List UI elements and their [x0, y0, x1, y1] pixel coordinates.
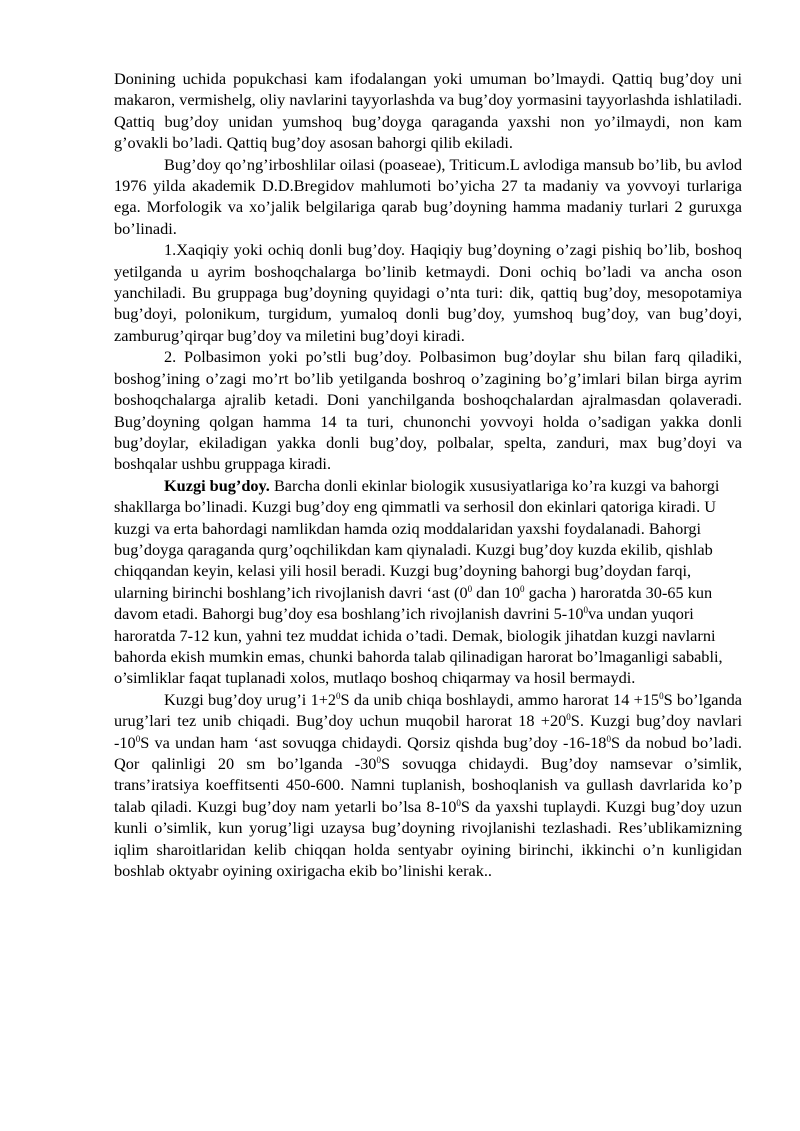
paragraph-5-text-d: va undan yuqori haroratda 7-12 kun, yahni tez muddat ichida o’tadi. Demak, biologik jihatdan kuzgi navlarni bahorda ekish mumkin emas, chunki bahorda talab qilinadigan harorat bo’lmaganligi sababli, o’simliklar faqat tuplanadi xolos, mutlaqo boshoq chiqarmay va hosil bermaydi. [114, 604, 723, 688]
degree-sup: 0 [520, 583, 525, 594]
paragraph-5-text-b: dan 10 [472, 582, 521, 602]
paragraph-6-text-g: S sovuqga chidaydi. Bug’doy namsevar o’simlik, trans’iratsiya koeffitsenti 450-600. Namni tuplanish, boshoqlanish va gullash davrlarida ko’p talab qiladi. Kuzgi bug’doy nam yetarli bo’lsa 8-10 [114, 754, 742, 816]
paragraph-5 [114, 475, 742, 689]
paragraph-6 [114, 689, 742, 882]
degree-sup: 0 [467, 583, 473, 594]
paragraph-2: Bug’doy qo’ng’irboshlilar oilasi (poaseae), Triticum.L avlodiga mansub bo’lib, bu avlod 1976 yilda akademik D.D.Bregidov mahlumoti bo’yicha 27 ta madaniy va yovvoyi turlariga ega. Morfologik va xo’jalik belgilariga qarab bug’doyning hamma madaniy turlari 2 guruxga bo’linadi. [114, 154, 742, 238]
paragraph-6-text-f: S da nobud bo’ladi. Qor qalinligi 20 sm bo’lganda -30 [114, 732, 742, 773]
degree-sup: 0 [606, 733, 611, 744]
paragraph-1: Donining uchida popukchasi kam ifodalangan yoki umuman bo’lmaydi. Qattiq bug’doy uni makaron, vermishelg, oliy navlarini tayyorlashda va bug’doy yormasini tayyorlashda ishlatiladi. Qattiq bug’doy unidan yumshoq bug’doyga qaraganda yaxshi non yo’ilmaydi, non kam g’ovakli bo’ladi. Qattiq bug’doy asosan bahorgi qilib ekiladi. [114, 69, 742, 153]
paragraph-6-text-b: S da unib chiqa boshlaydi, ammo harorat 14 +15 [340, 689, 660, 709]
degree-sup: 0 [566, 712, 571, 723]
degree-sup: 0 [659, 690, 664, 701]
degree-sup: 0 [336, 690, 341, 701]
degree-sup: 0 [376, 755, 381, 765]
section-heading-kuzgi-bugdoy: Kuzgi bug’doy. [164, 475, 270, 495]
paragraph-5-text-c: gacha ) haroratda 30-65 kun davom etadi. Bahorgi bug’doy esa boshlang’ich rivojlanish davrini 5-10 [114, 582, 713, 624]
paragraph-6-text-e: S va undan ham ‘ast sovuqga chidaydi. Qorsiz qishda bug’doy -16-18 [140, 732, 607, 752]
document-page [114, 68, 742, 881]
paragraph-6-text-h: S da yaxshi tuplaydi. Kuzgi bug’doy uzun kunli o’simlik, kun yorug’ligi uzaysa bug’doyning rivojlanishi tezlashadi. Res’ublikamizning iqlim sharoitlaridan kelib chiqqan holda sentyabr oyining birinchi, ikkinchi o’n kunligidan boshlab oktyabr oyining oxirigacha ekib bo’linishi kerak.. [114, 796, 742, 881]
degree-sup: 0 [456, 797, 461, 808]
paragraph-5-text-a: Barcha donli ekinlar biologik xususiyatlariga ko’ra kuzgi va bahorgi shakllarga bo’linadi. Kuzgi bug’doy eng qimmatli va serhosil don ekinlari qatoriga kiradi. U kuzgi va erta bahordagi namlikdan hamda oziq moddalaridan yaxshi foydalanadi. Bahorgi bug’doyga qaraganda qurg’oqchilikdan kam qiynaladi. Kuzgi bug’doy kuzda ekilib, qishlab chiqqandan keyin, kelasi yili hosil beradi. Kuzgi bug’doyning bahorgi bug’doydan farqi, ularning birinchi boshlang’ich rivojlanish davri ‘ast (0 [114, 475, 720, 602]
paragraph-6-text-d: S. Kuzgi bug’doy navlari -10 [114, 711, 742, 752]
paragraph-4: 2. Polbasimon yoki po’stli bug’doy. Polbasimon bug’doylar shu bilan farq qiladiki, boshog’ining o’zagi mo’rt bo’lib yetilganda boshroq o’zagining bo’g’imlari bilan birga ayrim boshoqchalarga ajralib ketadi. Doni yanchilganda boshoqchalardan ajralmasdan qolaveradi. Bug’doyning qolgan hamma 14 ta turi, chunonchi yovvoyi holda o’sadigan yakka donli bug’doylar, ekiladigan yakka donli bug’doy, polbalar, spelta, zanduri, max bug’doyi va boshqalar ushbu gruppaga kiradi. [114, 347, 742, 474]
paragraph-3: 1.Xaqiqiy yoki ochiq donli bug’doy. Haqiqiy bug’doyning o’zagi pishiq bo’lib, boshoq yetilganda u ayrim boshoqchalarga bo’linib ketmaydi. Doni ochiq bo’ladi va ancha oson yanchiladi. Bu gruppaga bug’doyning quyidagi o’nta turi: dik, qattiq bug’doy, mesopotamiya bug’doyi, polonikum, turgidum, yumaloq donli bug’doy, yumshoq bug’doy, van bug’doyi, zamburug’qirqar bug’doy va miletini bug’doyi kiradi. [114, 240, 742, 345]
paragraph-6-text-a: Kuzgi bug’doy urug’i 1+2 [164, 689, 337, 709]
degree-sup: 0 [135, 733, 141, 744]
paragraph-6-text-c: S bo’lganda urug’lari tez unib chiqadi. Bug’doy uchun muqobil harorat 18 +20 [114, 689, 742, 731]
degree-sup: 0 [583, 605, 589, 616]
